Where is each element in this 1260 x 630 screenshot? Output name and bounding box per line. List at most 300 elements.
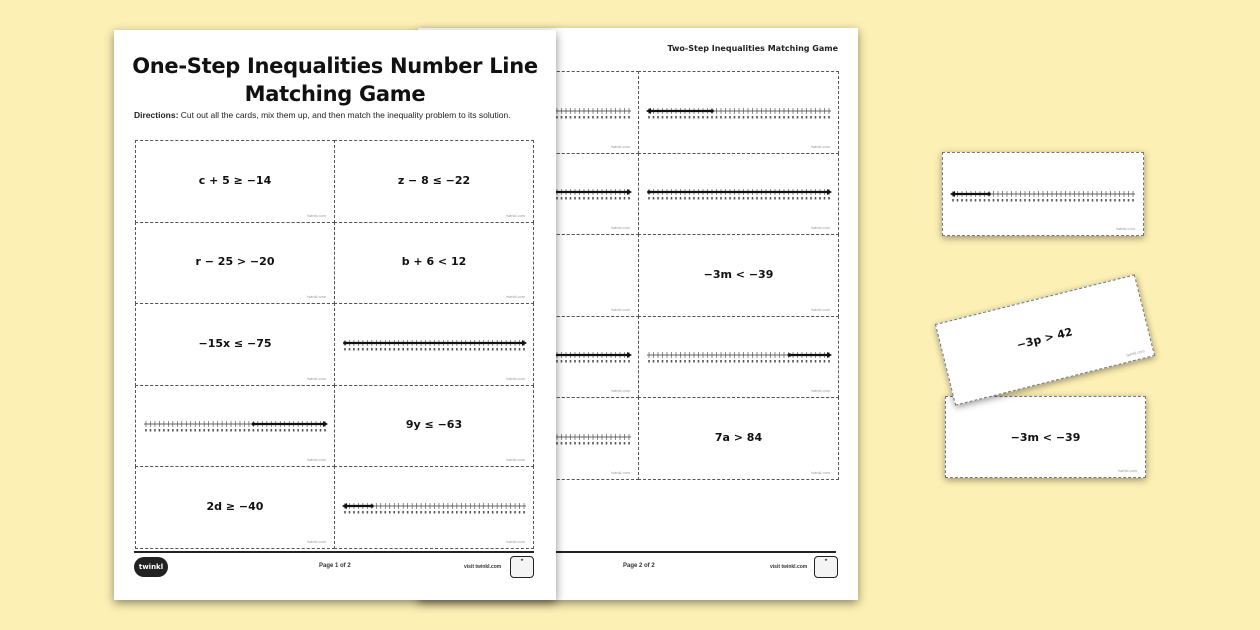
endpoint-dot — [710, 109, 714, 113]
tick-label — [756, 116, 758, 119]
card-inequality-text: −3m < −39 — [1010, 431, 1081, 444]
tick-label — [601, 197, 603, 200]
tick-label — [624, 116, 626, 119]
tick-label — [470, 348, 472, 351]
tick-label — [145, 429, 147, 432]
tick-label — [606, 197, 608, 200]
tick-label — [984, 199, 986, 202]
tick-label — [828, 116, 830, 119]
tick-label — [592, 360, 594, 363]
tick-label — [376, 511, 378, 514]
tick-label — [407, 348, 409, 351]
card-watermark: twinkl.com — [1125, 348, 1146, 358]
tick-label — [492, 348, 494, 351]
tick-label — [244, 429, 246, 432]
tick-label — [425, 348, 427, 351]
tick-label — [185, 429, 187, 432]
cell-watermark: twinkl.com — [307, 538, 326, 544]
tick-label — [711, 116, 713, 119]
tick-label — [465, 511, 467, 514]
tick-label — [510, 511, 512, 514]
cell-watermark: twinkl.com — [307, 294, 326, 299]
tick-label — [610, 360, 612, 363]
tick-label — [961, 199, 963, 202]
tick-label — [561, 442, 563, 445]
tick-label — [474, 348, 476, 351]
tick-label — [570, 116, 572, 119]
tick-label — [443, 348, 445, 351]
tick-label — [574, 442, 576, 445]
number-line — [645, 349, 833, 365]
tick-label — [570, 197, 572, 200]
tick-label — [1069, 199, 1071, 202]
number-line — [341, 500, 528, 516]
tick-label — [583, 442, 585, 445]
tick-label — [666, 360, 668, 363]
inequality-text: b + 6 < 12 — [401, 255, 467, 269]
tick-label — [684, 360, 686, 363]
tick-label — [1101, 199, 1103, 202]
tick-label — [783, 197, 785, 200]
tick-label — [957, 199, 959, 202]
tick-label — [801, 197, 803, 200]
tick-label — [774, 116, 776, 119]
endpoint-dot — [343, 341, 347, 345]
tick-label — [362, 348, 364, 351]
tick-label — [487, 348, 489, 351]
tick-label — [988, 199, 990, 202]
tick-label — [801, 360, 803, 363]
tick-label — [367, 348, 369, 351]
tick-label — [478, 511, 480, 514]
tick-label — [1029, 199, 1031, 202]
tick-label — [689, 116, 691, 119]
tick-label — [779, 360, 781, 363]
tick-label — [797, 197, 799, 200]
tick-label — [729, 197, 731, 200]
tick-label — [311, 429, 313, 432]
tick-label — [770, 360, 772, 363]
tick-label — [779, 197, 781, 200]
tick-label — [824, 360, 826, 363]
grid-card — [638, 153, 839, 236]
tick-label — [653, 197, 655, 200]
tick-label — [452, 511, 454, 514]
endpoint-dot — [647, 190, 651, 194]
tick-label — [606, 442, 608, 445]
tick-label — [492, 511, 494, 514]
tick-label — [1114, 199, 1116, 202]
arrow-head — [827, 352, 832, 358]
tick-label — [810, 116, 812, 119]
tick-label — [505, 511, 507, 514]
tick-label — [738, 116, 740, 119]
tick-label — [1002, 199, 1004, 202]
tick-label — [306, 429, 308, 432]
cutout-card-numberline[interactable] — [942, 152, 1144, 236]
tick-label — [1074, 199, 1076, 202]
tick-label — [320, 429, 322, 432]
tick-label — [725, 197, 727, 200]
tick-label — [725, 116, 727, 119]
tick-label — [729, 116, 731, 119]
worksheet-page-one — [114, 30, 556, 600]
tick-label — [384, 511, 386, 514]
cell-watermark: twinkl.com — [506, 375, 525, 381]
tick-label — [675, 197, 677, 200]
tick-label — [711, 360, 713, 363]
tick-label — [1119, 199, 1121, 202]
arrow-head — [342, 503, 347, 509]
tick-label — [271, 429, 273, 432]
tick-label — [720, 360, 722, 363]
tick-label — [975, 199, 977, 202]
number-line — [142, 418, 329, 434]
cell-watermark: twinkl.com — [811, 143, 830, 149]
tick-label — [362, 511, 364, 514]
tick-label — [765, 116, 767, 119]
tick-label — [393, 348, 395, 351]
tick-label — [438, 511, 440, 514]
endpoint-dot — [370, 504, 374, 508]
tick-label — [483, 511, 485, 514]
cell-watermark: twinkl.com — [611, 225, 630, 230]
tick-label — [601, 360, 603, 363]
tick-label — [588, 442, 590, 445]
visit-text: visit twinkl.com — [770, 564, 808, 570]
tick-label — [761, 116, 763, 119]
tick-label — [815, 197, 817, 200]
tick-label — [425, 511, 427, 514]
tick-label — [402, 348, 404, 351]
tick-label — [1042, 199, 1044, 202]
tick-label — [606, 116, 608, 119]
tick-label — [702, 197, 704, 200]
tick-label — [720, 197, 722, 200]
tick-label — [680, 360, 682, 363]
directions-text: Cut out all the cards, mix them up, and then match the inequality problem to its solution. — [178, 110, 511, 120]
cell-watermark: twinkl.com — [506, 538, 525, 544]
cell-watermark: twinkl.com — [811, 469, 830, 475]
tick-label — [597, 116, 599, 119]
cutout-card-inequality[interactable] — [935, 274, 1155, 405]
cell-watermark: twinkl.com — [506, 294, 525, 299]
tick-label — [565, 360, 567, 363]
tick-label — [1015, 199, 1017, 202]
tick-label — [684, 116, 686, 119]
cutout-card-inequality[interactable] — [945, 396, 1146, 478]
tick-label — [615, 442, 617, 445]
arrow-head — [323, 421, 328, 427]
tick-label — [680, 197, 682, 200]
tick-label — [653, 360, 655, 363]
tick-label — [952, 199, 954, 202]
tick-label — [761, 197, 763, 200]
tick-label — [465, 348, 467, 351]
tick-label — [1038, 199, 1040, 202]
tick-label — [601, 442, 603, 445]
grid-card — [135, 385, 335, 468]
grid-card — [135, 303, 335, 386]
tick-label — [483, 348, 485, 351]
endpoint-dot — [788, 353, 792, 357]
tick-label — [747, 360, 749, 363]
tick-label — [367, 511, 369, 514]
tick-label — [474, 511, 476, 514]
cell-watermark: twinkl.com — [307, 212, 326, 218]
tick-label — [610, 197, 612, 200]
tick-label — [628, 116, 630, 119]
grid-card — [135, 140, 335, 223]
tick-label — [150, 429, 152, 432]
tick-label — [447, 348, 449, 351]
tick-label — [824, 116, 826, 119]
tick-label — [519, 348, 521, 351]
tick-label — [279, 429, 281, 432]
tick-label — [588, 360, 590, 363]
tick-label — [657, 360, 659, 363]
cell-watermark: twinkl.com — [611, 469, 630, 475]
tick-label — [230, 429, 232, 432]
tick-label — [284, 429, 286, 432]
tick-label — [693, 360, 695, 363]
tick-label — [212, 429, 214, 432]
page-title: One-Step Inequalities Number Line Matching Game — [132, 54, 538, 106]
tick-label — [574, 360, 576, 363]
tick-label — [966, 199, 968, 202]
tick-label — [693, 116, 695, 119]
tick-label — [398, 348, 400, 351]
tick-label — [765, 360, 767, 363]
tick-label — [693, 197, 695, 200]
tick-label — [297, 429, 299, 432]
cell-watermark: twinkl.com — [506, 212, 525, 218]
card-watermark: twinkl.com — [1118, 468, 1137, 473]
tick-label — [743, 116, 745, 119]
tick-label — [1020, 199, 1022, 202]
tick-label — [349, 511, 351, 514]
tick-label — [510, 348, 512, 351]
tick-label — [447, 511, 449, 514]
tick-label — [747, 197, 749, 200]
cell-watermark: twinkl.com — [611, 143, 630, 149]
tick-label — [662, 116, 664, 119]
tick-label — [828, 360, 830, 363]
tick-label — [344, 511, 346, 514]
tick-label — [597, 360, 599, 363]
number-line — [645, 105, 833, 121]
tick-label — [407, 511, 409, 514]
grid-card — [334, 303, 534, 386]
tick-label — [680, 116, 682, 119]
tick-label — [615, 360, 617, 363]
tick-label — [657, 197, 659, 200]
tick-label — [606, 360, 608, 363]
grid-card — [135, 466, 335, 549]
cell-watermark: twinkl.com — [811, 388, 830, 393]
tick-label — [221, 429, 223, 432]
tick-label — [1123, 199, 1125, 202]
tick-label — [583, 116, 585, 119]
cell-watermark: twinkl.com — [811, 225, 830, 230]
cell-watermark: twinkl.com — [611, 388, 630, 393]
tick-label — [358, 348, 360, 351]
tick-label — [1128, 199, 1130, 202]
tick-label — [556, 116, 558, 119]
tick-label — [496, 511, 498, 514]
tick-label — [420, 511, 422, 514]
tick-label — [738, 197, 740, 200]
tick-label — [588, 116, 590, 119]
tick-label — [478, 348, 480, 351]
tick-label — [1105, 199, 1107, 202]
tick-label — [514, 511, 516, 514]
grid-card — [334, 385, 534, 468]
tick-label — [501, 348, 503, 351]
tick-label — [501, 511, 503, 514]
tick-label — [288, 429, 290, 432]
tick-label — [429, 511, 431, 514]
tick-label — [765, 197, 767, 200]
tick-label — [199, 429, 201, 432]
tick-label — [792, 197, 794, 200]
tick-label — [523, 348, 525, 351]
tick-label — [770, 116, 772, 119]
number-line — [341, 337, 528, 353]
tick-label — [675, 360, 677, 363]
tick-label — [624, 197, 626, 200]
tick-label — [203, 429, 205, 432]
tick-label — [648, 360, 650, 363]
tick-label — [734, 197, 736, 200]
arrow-head — [627, 352, 632, 358]
tick-label — [1065, 199, 1067, 202]
tick-label — [519, 511, 521, 514]
tick-label — [470, 511, 472, 514]
tick-label — [698, 360, 700, 363]
tick-label — [420, 348, 422, 351]
tick-label — [452, 348, 454, 351]
cell-watermark: twinkl.com — [307, 457, 326, 462]
tick-label — [628, 360, 630, 363]
tick-label — [624, 360, 626, 363]
tick-label — [783, 360, 785, 363]
tick-label — [429, 348, 431, 351]
tick-label — [702, 116, 704, 119]
tick-label — [619, 360, 621, 363]
tick-label — [662, 360, 664, 363]
tick-label — [1006, 199, 1008, 202]
arrow-head — [627, 189, 632, 195]
tick-label — [257, 429, 259, 432]
tick-label — [743, 360, 745, 363]
number-line — [645, 186, 833, 202]
tick-label — [496, 348, 498, 351]
tick-label — [266, 429, 268, 432]
tick-label — [324, 429, 326, 432]
tick-label — [217, 429, 219, 432]
tick-label — [801, 116, 803, 119]
tick-label — [565, 116, 567, 119]
tick-label — [725, 360, 727, 363]
directions-label: Directions: — [134, 110, 179, 120]
tick-label — [1033, 199, 1035, 202]
tick-label — [1092, 199, 1094, 202]
tick-label — [610, 116, 612, 119]
inequality-text: 9y ≤ −63 — [405, 418, 463, 432]
card-inequality-text: −3p > 42 — [1015, 325, 1074, 352]
arrow-head — [827, 189, 832, 195]
tick-label — [349, 348, 351, 351]
tick-label — [707, 197, 709, 200]
tick-label — [1087, 199, 1089, 202]
tick-label — [1051, 199, 1053, 202]
tick-label — [353, 348, 355, 351]
tick-label — [979, 199, 981, 202]
tick-label — [434, 511, 436, 514]
tick-label — [997, 199, 999, 202]
tick-label — [774, 360, 776, 363]
grid-card — [135, 222, 335, 305]
tick-label — [461, 511, 463, 514]
tick-label — [393, 511, 395, 514]
tick-label — [689, 197, 691, 200]
tick-label — [353, 511, 355, 514]
tick-label — [456, 511, 458, 514]
tick-label — [376, 348, 378, 351]
tick-label — [579, 116, 581, 119]
tick-label — [523, 511, 525, 514]
tick-label — [556, 197, 558, 200]
tick-label — [411, 511, 413, 514]
tick-label — [487, 511, 489, 514]
tick-label — [389, 348, 391, 351]
footer-divider — [134, 551, 534, 553]
tick-label — [828, 197, 830, 200]
tick-label — [1056, 199, 1058, 202]
tick-label — [461, 348, 463, 351]
inequality-text: r − 25 > −20 — [195, 255, 275, 269]
tick-label — [684, 197, 686, 200]
tick-label — [1060, 199, 1062, 202]
tick-label — [315, 429, 317, 432]
tick-label — [190, 429, 192, 432]
tick-label — [194, 429, 196, 432]
tick-label — [398, 511, 400, 514]
cell-watermark: twinkl.com — [307, 375, 326, 381]
tick-label — [583, 360, 585, 363]
tick-label — [565, 197, 567, 200]
tick-label — [556, 360, 558, 363]
tick-label — [810, 197, 812, 200]
tick-label — [738, 360, 740, 363]
tick-label — [262, 429, 264, 432]
endpoint-dot — [252, 422, 256, 426]
tick-label — [384, 348, 386, 351]
tick-label — [774, 197, 776, 200]
tick-label — [456, 348, 458, 351]
endpoint-dot — [987, 192, 991, 196]
page-number: Page 1 of 2 — [319, 563, 351, 569]
tick-label — [707, 360, 709, 363]
tick-label — [610, 442, 612, 445]
tick-label — [597, 197, 599, 200]
tick-label — [1047, 199, 1049, 202]
inequality-text: −3m < −39 — [703, 267, 774, 281]
tick-label — [574, 197, 576, 200]
tick-label — [711, 197, 713, 200]
tick-label — [1011, 199, 1013, 202]
